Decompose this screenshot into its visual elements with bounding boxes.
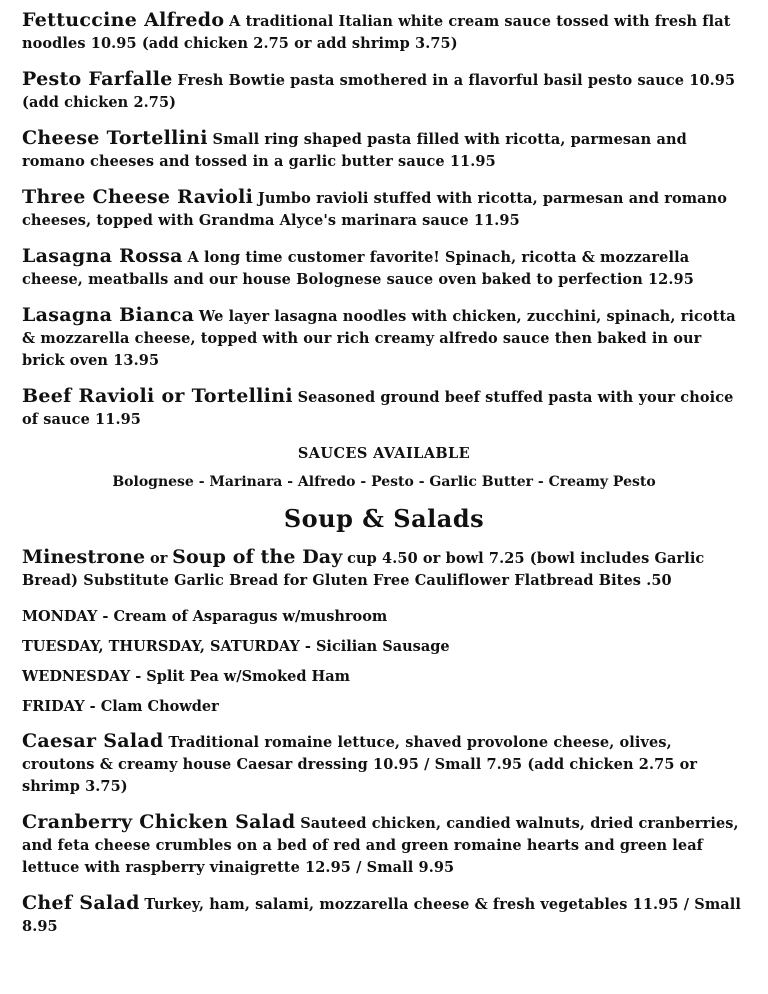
item-name: Lasagna Bianca (22, 304, 195, 326)
item-name: Cheese Tortellini (22, 127, 208, 149)
item-name: Three Cheese Ravioli (22, 186, 254, 208)
item-description: We layer lasagna noodles with chicken, zucchini, spinach, ricotta & mozzarella cheese, topped with our rich creamy alfredo sauce then baked in our brick oven 13.95 (22, 308, 736, 369)
item-description: Fresh Bowtie pasta smothered in a flavorful basil pesto sauce 10.95 (add chicken 2.75) (22, 72, 736, 111)
sauces-heading: SAUCES AVAILABLE (297, 445, 471, 462)
menu-item-fettuccine-alfredo (22, 10, 746, 55)
item-description: cup 4.50 or bowl 7.25 (bowl includes Garlic Bread) Substitute Garlic Bread for Gluten Free Cauliflower Flatbread Bites .50 (22, 550, 705, 589)
item-name: Chef Salad (22, 892, 140, 914)
menu-item-lasagna-rossa (22, 246, 746, 291)
item-name: Cranberry Chicken Salad (22, 811, 296, 833)
menu-item-beef-ravioli (22, 386, 746, 431)
menu-item-cranberry-chicken-salad (22, 812, 746, 879)
item-name: Soup of the Day (172, 546, 343, 568)
item-name: Lasagna Rossa (22, 245, 183, 267)
menu-item-chef-salad (22, 893, 746, 938)
item-name: Caesar Salad (22, 730, 164, 752)
soup-day-tue-thu-sat: TUESDAY, THURSDAY, SATURDAY - Sicilian Sausage (22, 638, 450, 655)
menu-item-caesar-salad (22, 731, 746, 798)
menu-item-three-cheese-ravioli (22, 187, 746, 232)
section-title-soup-salads: Soup & Salads (283, 504, 485, 533)
item-name-joiner: or (149, 550, 168, 567)
item-name: Pesto Farfalle (22, 68, 173, 90)
item-description: Sauteed chicken, candied walnuts, dried cranberries, and feta cheese crumbles on a bed of red and green romaine hearts and green leaf lettuce with raspberry vinaigrette 12.95 / Small 9.95 (22, 815, 739, 876)
item-description: Traditional romaine lettuce, shaved provolone cheese, olives, croutons & creamy house Caesar dressing 10.95 / Small 7.95 (add chicken 2.75 or shrimp 3.75) (22, 734, 698, 795)
item-description: Seasoned ground beef stuffed pasta with your choice of sauce 11.95 (22, 389, 734, 428)
item-description: Small ring shaped pasta filled with ricotta, parmesan and romano cheeses and tossed in a garlic butter sauce 11.95 (22, 131, 687, 170)
menu-item-soup (22, 547, 746, 592)
item-name: Beef Ravioli or Tortellini (22, 385, 293, 407)
item-description: A traditional Italian white cream sauce tossed with fresh flat noodles 10.95 (add chicken 2.75 or add shrimp 3.75) (22, 13, 731, 52)
item-description: Turkey, ham, salami, mozzarella cheese & fresh vegetables 11.95 / Small 8.95 (22, 896, 741, 935)
menu-item-lasagna-bianca (22, 305, 746, 372)
menu-item-cheese-tortellini (22, 128, 746, 173)
item-description: Jumbo ravioli stuffed with ricotta, parmesan and romano cheeses, topped with Grandma Alyce's marinara sauce 11.95 (22, 190, 728, 229)
soup-day-monday: MONDAY - Cream of Asparagus w/mushroom (22, 608, 388, 625)
item-name: Fettuccine Alfredo (22, 9, 225, 31)
soup-day-friday: FRIDAY - Clam Chowder (22, 698, 219, 715)
sauces-list: Bolognese - Marinara - Alfredo - Pesto - Garlic Butter - Creamy Pesto (112, 474, 656, 490)
item-name: Minestrone (22, 546, 146, 568)
menu-item-pesto-farfalle (22, 69, 746, 114)
item-description: A long time customer favorite! Spinach, ricotta & mozzarella cheese, meatballs and our house Bolognese sauce oven baked to perfection 12.95 (22, 249, 694, 288)
soup-day-wednesday: WEDNESDAY - Split Pea w/Smoked Ham (22, 668, 350, 685)
